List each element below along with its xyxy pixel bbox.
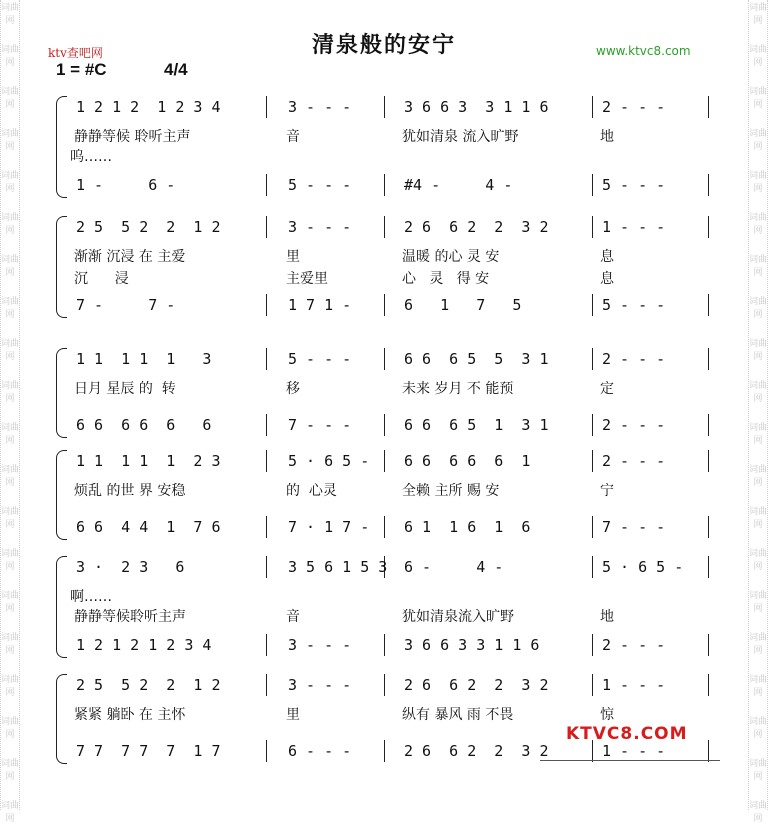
upper-notes: 3 5 6 1 5 3 bbox=[288, 558, 388, 576]
barline bbox=[708, 96, 709, 118]
lyric-line: 音 bbox=[286, 609, 300, 625]
watermark-text: 词曲网 bbox=[749, 339, 768, 362]
watermark-text: 词曲网 bbox=[749, 465, 768, 488]
watermark-text: 词曲网 bbox=[1, 549, 20, 572]
upper-notes: 2 5 5 2 2 1 2 bbox=[76, 676, 221, 694]
lower-notes: 2 - - - bbox=[602, 416, 666, 434]
watermark-text: 词曲网 bbox=[1, 423, 20, 446]
barline bbox=[266, 634, 267, 656]
system-brace bbox=[56, 96, 67, 198]
barline bbox=[592, 634, 593, 656]
upper-notes: 3 - - - bbox=[288, 676, 352, 694]
barline bbox=[592, 96, 593, 118]
lyric-line: 音 bbox=[286, 129, 300, 145]
barline bbox=[592, 556, 593, 578]
barline bbox=[592, 294, 593, 316]
lyric-line: 宁 bbox=[600, 483, 614, 499]
upper-notes: 2 6 6 2 2 3 2 bbox=[404, 676, 549, 694]
watermark-text: 词曲网 bbox=[1, 339, 20, 362]
lyric-line-2: 主爱里 bbox=[286, 271, 328, 287]
barline bbox=[592, 414, 593, 436]
lyric-line: 日月 星辰 的 转 bbox=[74, 381, 176, 397]
watermark-text: 词曲网 bbox=[1, 633, 20, 656]
system-brace bbox=[56, 674, 67, 764]
watermark-text: 词曲网 bbox=[1, 87, 20, 110]
watermark-text: 词曲网 bbox=[749, 45, 768, 68]
upper-notes: 3 6 6 3 3 1 1 6 bbox=[404, 98, 549, 116]
watermark-text: 词曲网 bbox=[749, 213, 768, 236]
lyric-line: 里 bbox=[286, 707, 300, 723]
lower-notes: 5 - - - bbox=[288, 176, 352, 194]
lower-notes: 1 - - - bbox=[602, 742, 666, 760]
lyric-line: 定 bbox=[600, 381, 614, 397]
watermark-text: 词曲网 bbox=[749, 297, 768, 320]
upper-notes: 3 - - - bbox=[288, 98, 352, 116]
upper-notes: 5 · 6 5 - bbox=[288, 452, 370, 470]
upper-notes: 2 6 6 2 2 3 2 bbox=[404, 218, 549, 236]
watermark-text: 词曲网 bbox=[749, 381, 768, 404]
lower-notes: 7 - 7 - bbox=[76, 296, 176, 314]
barline bbox=[384, 216, 385, 238]
lower-notes: 7 7 7 7 7 1 7 bbox=[76, 742, 221, 760]
watermark-text: 词曲网 bbox=[1, 801, 20, 824]
lyric-line: 纵有 暴风 雨 不畏 bbox=[402, 707, 514, 723]
lower-notes: 7 - - - bbox=[288, 416, 352, 434]
watermark-text: 词曲网 bbox=[749, 759, 768, 782]
lower-notes: 6 1 7 5 bbox=[404, 296, 522, 314]
lyric-line: 紧紧 躺卧 在 主怀 bbox=[74, 707, 186, 723]
upper-notes: 1 1 1 1 1 2 3 bbox=[76, 452, 221, 470]
brand-right-url: www.ktvc8.com bbox=[596, 44, 691, 58]
lower-notes: 6 6 6 6 6 6 bbox=[76, 416, 212, 434]
upper-notes: 1 - - - bbox=[602, 676, 666, 694]
barline bbox=[708, 634, 709, 656]
lower-notes: #4 - 4 - bbox=[404, 176, 513, 194]
barline bbox=[708, 516, 709, 538]
lower-notes: 5 - - - bbox=[602, 296, 666, 314]
barline bbox=[384, 674, 385, 696]
lyric-line: 温暖 的心 灵 安 bbox=[402, 249, 500, 265]
watermark-text: 词曲网 bbox=[1, 171, 20, 194]
watermark-text: 词曲网 bbox=[1, 129, 20, 152]
barline bbox=[384, 634, 385, 656]
upper-notes: 2 5 5 2 2 1 2 bbox=[76, 218, 221, 236]
barline bbox=[266, 216, 267, 238]
left-watermark-strip bbox=[0, 0, 20, 824]
lyric-line: 烦乱 的世 界 安稳 bbox=[74, 483, 186, 499]
key-signature: 1 = #C bbox=[56, 60, 107, 79]
lower-notes: 3 6 6 3 3 1 1 6 bbox=[404, 636, 540, 654]
barline bbox=[266, 556, 267, 578]
lyric-line: 犹如清泉流入旷野 bbox=[402, 609, 514, 625]
system-brace bbox=[56, 216, 67, 318]
barline bbox=[266, 348, 267, 370]
extra-lyric: 啊…… bbox=[70, 589, 112, 605]
upper-notes: 5 · 6 5 - bbox=[602, 558, 684, 576]
barline bbox=[708, 174, 709, 196]
brand-left: ktv查吧网 bbox=[48, 46, 103, 60]
watermark-text: 词曲网 bbox=[749, 171, 768, 194]
watermark-text: 词曲网 bbox=[749, 87, 768, 110]
watermark-text: 词曲网 bbox=[1, 675, 20, 698]
watermark-text: 词曲网 bbox=[749, 675, 768, 698]
system-brace bbox=[56, 450, 67, 540]
barline bbox=[384, 450, 385, 472]
barline bbox=[592, 450, 593, 472]
lower-notes: 1 - 6 - bbox=[76, 176, 176, 194]
lower-notes: 6 - - - bbox=[288, 742, 352, 760]
barline bbox=[592, 348, 593, 370]
upper-notes: 1 1 1 1 1 3 bbox=[76, 350, 212, 368]
lyric-line: 移 bbox=[286, 381, 300, 397]
barline bbox=[384, 516, 385, 538]
watermark-text: 词曲网 bbox=[749, 633, 768, 656]
lyric-line: 未来 岁月 不 能预 bbox=[402, 381, 514, 397]
barline bbox=[592, 516, 593, 538]
lyric-line: 惊 bbox=[600, 707, 614, 723]
lyric-line: 全赖 主所 赐 安 bbox=[402, 483, 500, 499]
upper-notes: 3 - - - bbox=[288, 218, 352, 236]
lower-notes: 6 6 6 5 1 3 1 bbox=[404, 416, 549, 434]
barline bbox=[266, 414, 267, 436]
lyric-line: 的 心灵 bbox=[286, 483, 337, 499]
watermark-text: 词曲网 bbox=[1, 213, 20, 236]
watermark-text: 词曲网 bbox=[749, 255, 768, 278]
system-brace bbox=[56, 556, 67, 658]
watermark-text: 词曲网 bbox=[749, 717, 768, 740]
watermark-text: 词曲网 bbox=[749, 801, 768, 824]
barline bbox=[708, 450, 709, 472]
footer-rule bbox=[540, 760, 720, 761]
upper-notes: 6 - 4 - bbox=[404, 558, 504, 576]
barline bbox=[708, 674, 709, 696]
lyric-line-2: 沉 浸 bbox=[74, 271, 129, 287]
barline bbox=[266, 174, 267, 196]
watermark-text: 词曲网 bbox=[1, 381, 20, 404]
ktvc8-logo: KTVC8.COM bbox=[566, 724, 688, 744]
upper-notes: 2 - - - bbox=[602, 350, 666, 368]
barline bbox=[384, 414, 385, 436]
upper-notes: 1 2 1 2 1 2 3 4 bbox=[76, 98, 221, 116]
lower-notes: 2 6 6 2 2 3 2 bbox=[404, 742, 549, 760]
watermark-text: 词曲网 bbox=[1, 255, 20, 278]
watermark-text: 词曲网 bbox=[1, 507, 20, 530]
barline bbox=[708, 414, 709, 436]
lower-notes: 1 7 1 - bbox=[288, 296, 352, 314]
watermark-text: 词曲网 bbox=[1, 591, 20, 614]
watermark-text: 词曲网 bbox=[749, 3, 768, 26]
watermark-text: 词曲网 bbox=[1, 45, 20, 68]
barline bbox=[266, 294, 267, 316]
upper-notes: 6 6 6 5 5 3 1 bbox=[404, 350, 549, 368]
right-watermark-strip bbox=[748, 0, 768, 824]
upper-notes: 3 · 2 3 6 bbox=[76, 558, 185, 576]
extra-lyric: 呜…… bbox=[70, 149, 112, 165]
lower-notes: 5 - - - bbox=[602, 176, 666, 194]
barline bbox=[266, 740, 267, 762]
lyric-line-2: 心 灵 得 安 bbox=[402, 271, 490, 287]
system-brace bbox=[56, 348, 67, 438]
lower-notes: 1 2 1 2 1 2 3 4 bbox=[76, 636, 212, 654]
barline bbox=[592, 174, 593, 196]
lyric-line: 息 bbox=[600, 249, 614, 265]
barline bbox=[708, 348, 709, 370]
lyric-line: 里 bbox=[286, 249, 300, 265]
watermark-text: 词曲网 bbox=[1, 759, 20, 782]
lower-notes: 6 1 1 6 1 6 bbox=[404, 518, 531, 536]
barline bbox=[592, 216, 593, 238]
watermark-text: 词曲网 bbox=[749, 129, 768, 152]
lyric-line: 静静等候 聆听主声 bbox=[74, 129, 191, 145]
watermark-text: 词曲网 bbox=[749, 507, 768, 530]
barline bbox=[384, 740, 385, 762]
barline bbox=[384, 174, 385, 196]
watermark-text: 词曲网 bbox=[1, 465, 20, 488]
watermark-text: 词曲网 bbox=[749, 591, 768, 614]
upper-notes: 1 - - - bbox=[602, 218, 666, 236]
barline bbox=[708, 216, 709, 238]
barline bbox=[266, 96, 267, 118]
watermark-text: 词曲网 bbox=[1, 297, 20, 320]
watermark-text: 词曲网 bbox=[1, 717, 20, 740]
lower-notes: 3 - - - bbox=[288, 636, 352, 654]
barline bbox=[266, 674, 267, 696]
lower-notes: 2 - - - bbox=[602, 636, 666, 654]
lower-notes: 6 6 4 4 1 7 6 bbox=[76, 518, 221, 536]
upper-notes: 2 - - - bbox=[602, 452, 666, 470]
lyric-line: 地 bbox=[600, 609, 614, 625]
barline bbox=[266, 516, 267, 538]
watermark-text: 词曲网 bbox=[1, 3, 20, 26]
lyric-line: 犹如清泉 流入旷野 bbox=[402, 129, 519, 145]
watermark-text: 词曲网 bbox=[749, 549, 768, 572]
song-title: 清泉般的安宁 bbox=[311, 33, 456, 58]
lyric-line: 地 bbox=[600, 129, 614, 145]
lower-notes: 7 - - - bbox=[602, 518, 666, 536]
lyric-line-2: 息 bbox=[600, 271, 614, 287]
upper-notes: 2 - - - bbox=[602, 98, 666, 116]
watermark-text: 词曲网 bbox=[749, 423, 768, 446]
upper-notes: 5 - - - bbox=[288, 350, 352, 368]
lyric-line: 静静等候聆听主声 bbox=[74, 609, 186, 625]
barline bbox=[384, 294, 385, 316]
barline bbox=[384, 348, 385, 370]
upper-notes: 6 6 6 6 6 1 bbox=[404, 452, 531, 470]
lyric-line: 渐渐 沉浸 在 主爱 bbox=[74, 249, 186, 265]
barline bbox=[708, 294, 709, 316]
lower-notes: 7 · 1 7 - bbox=[288, 518, 370, 536]
barline bbox=[266, 450, 267, 472]
barline bbox=[592, 674, 593, 696]
barline bbox=[384, 96, 385, 118]
barline bbox=[708, 556, 709, 578]
time-signature: 4/4 bbox=[164, 60, 188, 79]
